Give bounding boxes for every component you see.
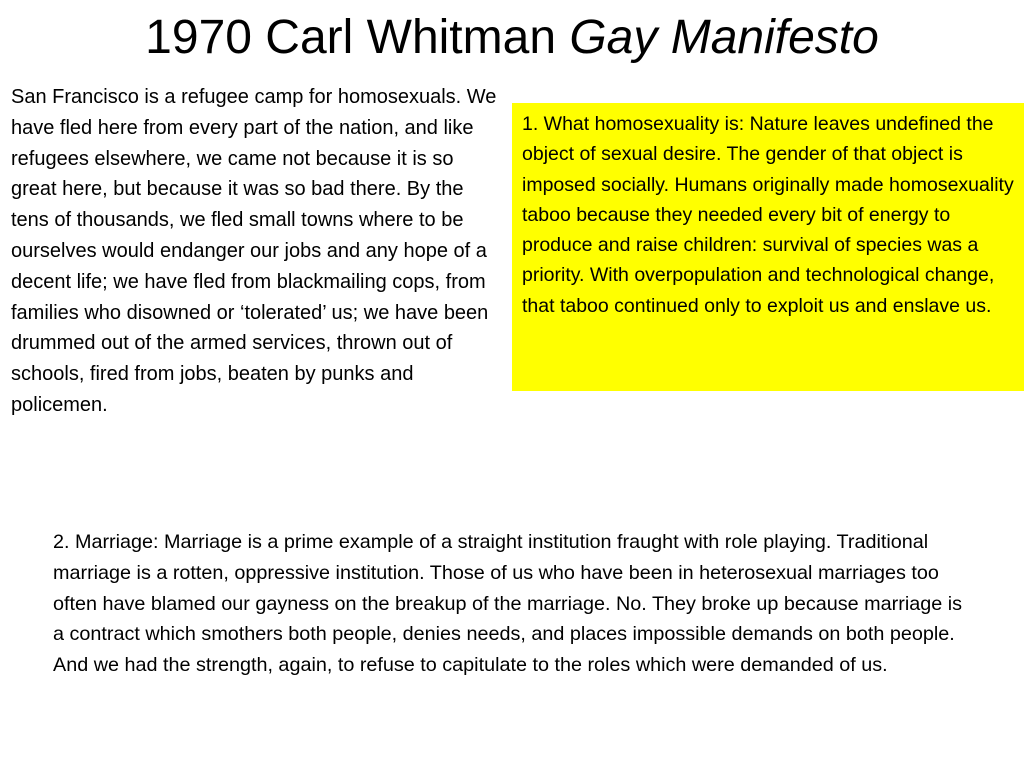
title-italic: Gay Manifesto [569,11,879,64]
title-plain: 1970 Carl Whitman [145,11,570,64]
highlight-box [512,103,1024,391]
bottom-text-block [53,527,973,681]
highlight-paragraph: 1. What homosexuality is: Nature leaves undefined the object of sexual desire. The gender of that object is imposed socially. Humans originally made homosexuality taboo because they needed every bit of energy to produce and raise children: survival of species was a priority. With overpopulation and technological change, that taboo continued only to exploit us and enslave us. [522,113,1014,317]
left-text-block [11,82,503,421]
slide-title [0,4,1024,72]
bottom-paragraph: 2. Marriage: Marriage is a prime example of a straight institution fraught with role playing. Traditional marriage is a rotten, oppressive institution. Those of us who have been in heterosexual marriages too often have blamed our gayness on the breakup of the marriage. No. They broke up because marriage is a contract which smothers both people, denies needs, and places impossible demands on both people. And we had the strength, again, to refuse to capitulate to the roles which were demanded of us. [53,531,963,677]
left-paragraph: San Francisco is a refugee camp for homosexuals. We have fled here from every part of the nation, and like refugees elsewhere, we came not because it is so great here, but because it was so bad there. By the tens of thousands, we fled small towns where to be ourselves would endanger our jobs and any hope of a decent life; we have fled from blackmailing cops, from families who disowned or ‘tolerated’ us; we have been drummed out of the armed services, thrown out of schools, fired from jobs, beaten by punks and policemen. [11,86,497,416]
